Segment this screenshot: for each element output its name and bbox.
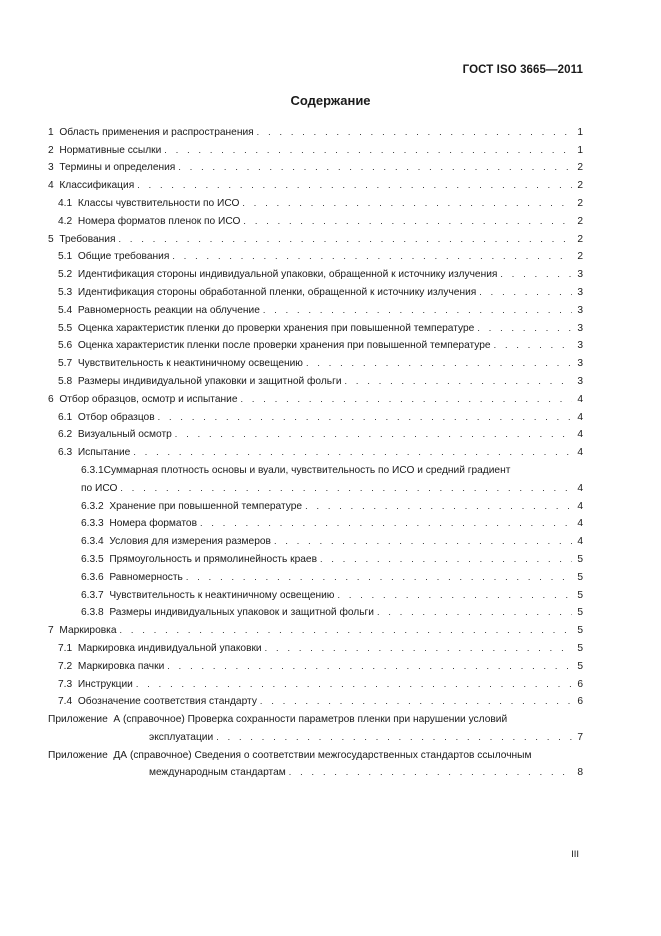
toc-entry [48,246,583,264]
toc-entry-page: 2 [577,197,583,209]
toc-entry-title: Номера форматов [109,518,197,530]
appendix-entry-page: 8 [577,767,583,779]
leader-dots [133,446,572,459]
appendix-entry-page: 7 [577,731,583,743]
toc-entry-page: 6 [577,696,583,708]
toc-entry-title: Идентификация стороны обработанной пленки, обращенной к источнику излучения [77,286,477,298]
toc-entry-title: Идентификация стороны индивидуальной упаковки, обращенной к источнику излучения [77,269,498,281]
toc-entry-title: Оценка характеристик пленки до проверки хранения при повышенной температуре [77,322,475,334]
toc-entry-title: Чувствительность к неактиничному освещению [109,589,335,601]
toc-entry-page: 4 [577,411,583,423]
leader-dots [377,606,572,619]
toc-entry-title: Маркировка пачки [77,660,165,672]
toc-entry-page: 4 [577,447,583,459]
toc-entry-number: 4.1 [58,197,73,209]
toc-entry-page: 2 [577,251,583,263]
toc-entry [48,370,583,388]
toc-entry-number: 7.2 [58,660,73,672]
toc-entry-title: Классы чувствительности по ИСО [77,197,240,209]
appendix-entry-last-line [48,726,583,744]
toc-entry [48,228,583,246]
toc-entry-number: 4.2 [58,215,73,227]
toc-entry-title: Визуальный осмотр [77,429,172,441]
toc-entry-title-cont: по ИСО [81,482,118,494]
toc-entry-page: 4 [577,518,583,530]
toc-entry-page: 3 [577,340,583,352]
toc-entry-title: Размеры индивидуальной упаковки и защитной фольги [77,375,342,387]
leader-dots [120,624,572,637]
appendix-entry-last-line [48,762,583,780]
toc-entry-title: Хранение при повышенной температуре [109,500,303,512]
leader-dots [265,642,572,655]
toc-entry-title: Равномерность [109,571,183,583]
toc-entry-page: 4 [577,393,583,405]
toc-entry-page: 5 [577,642,583,654]
toc-entry-page: 6 [577,678,583,690]
leader-dots [289,766,572,779]
toc-entry-page: 5 [577,553,583,565]
toc-entry-title: Суммарная плотность основы и вуали, чувствительность по ИСО и средний градиент [103,464,511,476]
leader-dots [345,375,572,388]
toc-entry-number: 5.4 [58,304,73,316]
leader-dots [178,161,572,174]
leader-dots [477,322,572,335]
toc-entry-number: 6.3 [58,447,73,459]
toc-entry [48,513,583,531]
toc-entry [48,548,583,566]
leader-dots [257,126,572,139]
toc-entry-title: Чувствительность к неактиничному освещению [77,358,303,370]
leader-dots [306,357,572,370]
toc-entry-number: 5.8 [58,375,73,387]
toc-entry-page: 1 [577,126,583,138]
leader-dots [137,179,572,192]
leader-dots [216,731,572,744]
toc-entry-number: 7.4 [58,696,73,708]
table-of-contents [48,121,583,779]
toc-entry-page: 4 [577,500,583,512]
toc-entry-number: 5.3 [58,286,73,298]
toc-entry-number: 5 [48,233,54,245]
toc-entry [48,530,583,548]
toc-entry-number: 7.1 [58,642,73,654]
toc-entry-number: 5.5 [58,322,73,334]
leader-dots [167,660,572,673]
toc-entry-title: Равномерность реакции на облучение [77,304,260,316]
document-code: ГОСТ ISO 3665—2011 [462,64,583,76]
toc-entry [48,566,583,584]
leader-dots [320,553,572,566]
toc-entry-page: 4 [577,536,583,548]
toc-entry [48,673,583,691]
toc-entry [48,335,583,353]
toc-entry-page: 3 [577,304,583,316]
leader-dots [172,250,572,263]
toc-entry-title: Условия для измерения размеров [109,536,271,548]
toc-entry [48,139,583,157]
toc-entry-title: Номера форматов пленок по ИСО [77,215,241,227]
page-number: III [571,849,579,860]
toc-entry [48,263,583,281]
toc-entry-number: 6.3.8 [81,607,104,619]
toc-entry-number: 6.3.2 [81,500,104,512]
leader-dots [186,571,572,584]
leader-dots [200,517,572,530]
toc-entry-number: 6.3.1 [81,464,104,476]
toc-entry [48,157,583,175]
toc-entry-page: 3 [577,286,583,298]
toc-entry-page: 2 [577,215,583,227]
page-title: Содержание [290,93,371,108]
toc-entry-title: Отбор образцов, осмотр и испытание [59,393,238,405]
toc-entry [48,174,583,192]
toc-entry-page: 3 [577,269,583,281]
toc-entry-title: Отбор образцов [77,411,155,423]
toc-entry [48,441,583,459]
toc-entry-number: 1 [48,126,54,138]
toc-entry-number: 3 [48,162,54,174]
leader-dots [274,535,572,548]
toc-entry-title: Термины и определения [59,162,176,174]
toc-entry [48,655,583,673]
toc-entry-title: Инструкции [77,678,133,690]
toc-entry-page: 4 [577,429,583,441]
toc-entry-page: 1 [577,144,583,156]
toc-entry [48,210,583,228]
toc-entry-title: Маркировка индивидуальной упаковки [77,642,262,654]
toc-entry-number: 5.6 [58,340,73,352]
toc-entry-first-line [81,459,583,477]
toc-entry [48,281,583,299]
toc-entry [48,121,583,139]
toc-entry-number: 6.1 [58,411,73,423]
toc-entry-number: 6.3.7 [81,589,104,601]
toc-entry-number: 2 [48,144,54,156]
leader-dots [263,304,572,317]
toc-entry [48,317,583,335]
toc-entry-number: 7.3 [58,678,73,690]
leader-dots [241,393,573,406]
appendix-entry-first-line: Приложение А (справочное) Проверка сохранности параметров пленки при нарушении условий [48,714,508,726]
appendix-entry [48,744,583,780]
leader-dots [158,411,572,424]
toc-entry-title: Обозначение соответствия стандарту [77,696,257,708]
toc-entry-page: 4 [577,482,583,494]
leader-dots [136,678,572,691]
toc-entry [48,495,583,513]
leader-dots [120,482,572,495]
toc-entry-title: Размеры индивидуальных упаковок и защитной фольги [109,607,374,619]
toc-entry-number: 6.2 [58,429,73,441]
toc-entry-page: 2 [577,180,583,192]
appendix-entry [48,708,583,744]
toc-entry [48,619,583,637]
toc-entry-page: 2 [577,233,583,245]
toc-entry-title: Нормативные ссылки [59,144,162,156]
toc-entry [48,299,583,317]
toc-entry [48,406,583,424]
toc-entry [48,388,583,406]
toc-entry-page: 3 [577,358,583,370]
toc-entry-number: 5.7 [58,358,73,370]
leader-dots [175,428,572,441]
leader-dots [500,268,572,281]
toc-entry-title: Прямоугольность и прямолинейность краев [109,553,317,565]
leader-dots [494,339,572,352]
appendix-entry-title-cont: международным стандартам [149,767,286,779]
leader-dots [164,144,572,157]
toc-entry-number: 5.2 [58,269,73,281]
toc-entry-title: Требования [59,233,116,245]
toc-entry [48,602,583,620]
toc-entry [48,691,583,709]
leader-dots [243,215,572,228]
toc-entry-title: Область применения и распространения [59,126,254,138]
toc-entry-page: 5 [577,589,583,601]
toc-entry-page: 5 [577,625,583,637]
toc-entry-title: Испытание [77,447,131,459]
toc-entry-number: 5.1 [58,251,73,263]
toc-entry-number: 6.3.5 [81,553,104,565]
toc-entry [48,637,583,655]
toc-entry-page: 5 [577,660,583,672]
toc-entry-page: 2 [577,162,583,174]
toc-entry-number: 6.3.6 [81,571,104,583]
toc-entry-number: 6.3.4 [81,536,104,548]
toc-entry-page: 3 [577,322,583,334]
toc-entry-page: 5 [577,607,583,619]
toc-entry-page: 3 [577,375,583,387]
toc-entry-title: Общие требования [77,251,170,263]
leader-dots [337,589,572,602]
toc-entry-title: Маркировка [59,625,117,637]
toc-entry [48,424,583,442]
toc-entry-page: 5 [577,571,583,583]
toc-entry-last-line [81,477,583,495]
toc-entry [48,584,583,602]
toc-entry-number: 4 [48,180,54,192]
toc-entry-number: 6.3.3 [81,518,104,530]
toc-entry [48,192,583,210]
leader-dots [479,286,572,299]
leader-dots [119,233,572,246]
leader-dots [260,695,572,708]
toc-entry-title: Оценка характеристик пленки после проверки хранения при повышенной температуре [77,340,491,352]
appendix-entry-first-line: Приложение ДА (справочное) Сведения о соответствии межгосударственных стандартов ссылочным [48,749,532,761]
toc-entry-number: 7 [48,625,54,637]
leader-dots [242,197,572,210]
toc-entry-number: 6 [48,393,54,405]
toc-entry [48,459,583,495]
appendix-entry-title-cont: эксплуатации [149,731,214,743]
toc-entry-title: Классификация [59,180,135,192]
leader-dots [305,500,572,513]
toc-entry [48,352,583,370]
